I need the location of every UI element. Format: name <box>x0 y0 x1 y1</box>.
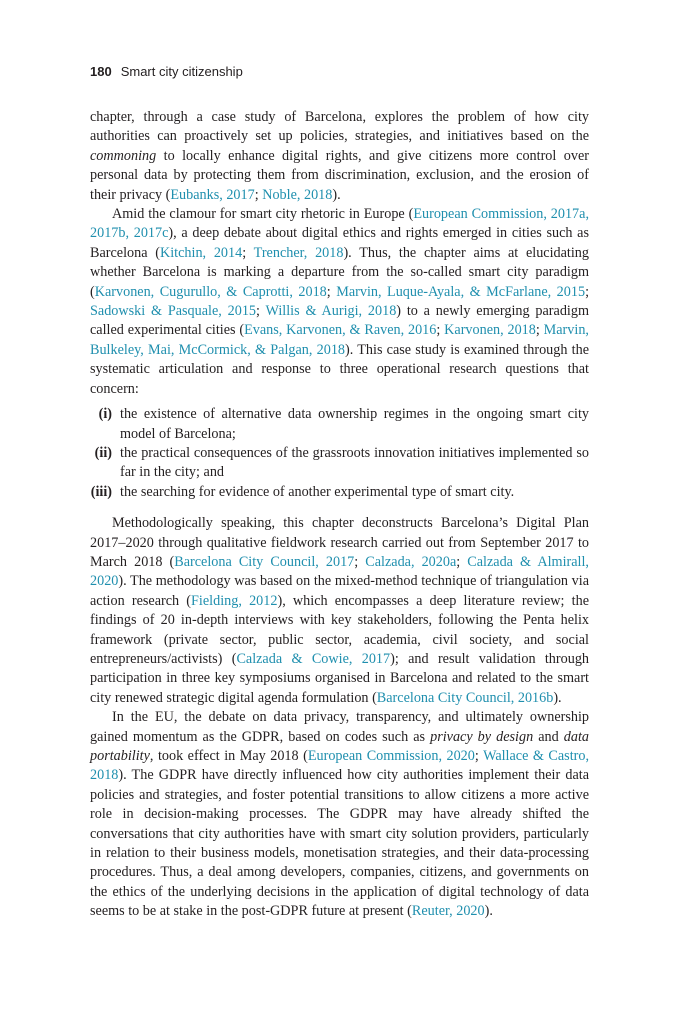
citation-link[interactable]: Fielding, 2012 <box>191 592 278 609</box>
text: ; <box>242 244 254 261</box>
text: and <box>533 728 564 745</box>
citation-link[interactable]: European Commission, 2017a, 2017b, 2017c <box>90 206 589 242</box>
citation-link[interactable]: Barcelona City Council, 2017 <box>174 553 355 570</box>
text: ; <box>436 322 445 339</box>
emphasis: data portability <box>90 728 589 764</box>
text: , took effect in May 2018 ( <box>149 748 308 764</box>
citation-link[interactable]: Noble, 2018 <box>262 186 333 203</box>
paragraph-3 <box>90 514 589 708</box>
text: ). The methodology was based on the mixed-method technique of triangulation via action research ( <box>90 573 589 609</box>
citation-link[interactable]: Calzada & Cowie, 2017 <box>236 650 391 667</box>
list-text: the searching for evidence of another experimental type of smart city. <box>120 483 515 500</box>
citation-link[interactable]: European Commission, 2020 <box>307 748 475 764</box>
paragraph-4 <box>90 708 589 921</box>
list-number: (i) <box>98 406 112 423</box>
text: ). Thus, the chapter aims at elucidating whether Barcelona is marking a departure from the so-called smart city paradigm ( <box>90 244 589 300</box>
text: Methodologically speaking, this chapter deconstructs Barcelona’s Digital Plan 2017–2020 through qualitative fieldwork research carried out from September 2017 to March 2018 ( <box>90 515 589 570</box>
running-title: Smart city citizenship <box>120 64 243 79</box>
text: ; <box>254 186 263 203</box>
paragraph-2 <box>90 205 589 399</box>
body-text <box>90 108 589 922</box>
text: chapter, through a case study of Barcelona, explores the problem of how city authorities can proactively set up policies, strategies, and initiatives based on the <box>90 109 589 145</box>
text: ; <box>256 303 266 320</box>
text: ). <box>484 903 493 920</box>
citation-link[interactable]: Calzada, 2020a <box>365 553 457 570</box>
text: Amid the clamour for smart city rhetoric in Europe ( <box>112 206 414 223</box>
text: ). <box>332 186 341 203</box>
paragraph-1 <box>90 108 589 205</box>
citation-link[interactable]: Marvin, Luque-Ayala, & McFarlane, 2015 <box>336 283 586 300</box>
text: ). This case study is examined through the systematic articulation and response to three operational research questions that concern: <box>90 341 589 397</box>
text: ). The GDPR have directly influenced how city authorities implement their data policies and strategies, and foster potential transitions to allow citizens a more active role in decision-making processes. The GDPR may have already shifted the conversations that city authorities have with smart city solution providers, particularly in relation to their business models, monetisation strategies, and their data-processing procedures. Thus, a deal among developers, companies, citizens, and governments on the ethics of the underlying decisions in the application of digital technology of data seems to be at stake in the post-GDPR future at present ( <box>90 767 589 920</box>
page-number: 180 <box>90 64 112 79</box>
citation-link[interactable]: Trencher, 2018 <box>253 244 344 261</box>
citation-link[interactable]: Barcelona City Council, 2016b <box>376 689 554 706</box>
text: ; <box>354 553 366 570</box>
citation-link[interactable]: Karvonen, Cugurullo, & Caprotti, 2018 <box>94 283 327 300</box>
research-questions-list <box>90 405 589 502</box>
emphasis: commoning <box>90 147 157 164</box>
citation-link[interactable]: Eubanks, 2017 <box>170 186 255 203</box>
citation-link[interactable]: Sadowski & Pasquale, 2015 <box>90 303 257 320</box>
citation-link[interactable]: Wallace & Castro, 2018 <box>90 748 590 784</box>
citation-link[interactable]: Kitchin, 2014 <box>159 244 243 261</box>
text: ; <box>326 283 337 300</box>
list-item <box>90 483 589 502</box>
text: ; <box>456 553 468 570</box>
text: ) to a newly emerging paradigm called experimental cities ( <box>90 303 589 339</box>
citation-link[interactable]: Evans, Karvonen, & Raven, 2016 <box>244 322 437 339</box>
text: ; <box>535 322 544 339</box>
text: ), which encompasses a deep literature review; the findings of 20 in-depth interviews with key stakeholders, following the Penta helix framework (private sector, public sector, academia, civil society, and social entrepreneurs/activists) ( <box>90 592 590 667</box>
running-head <box>90 64 243 79</box>
emphasis: privacy by design <box>430 728 534 745</box>
citation-link[interactable]: Calzada & Almirall, 2020 <box>90 553 589 590</box>
text: to locally enhance digital rights, and give citizens more control over personal data by protecting them from discrimination, exclusion, and the erosion of their privacy ( <box>90 147 589 203</box>
text: ); and result validation through participation in three key symposiums organised in Barcelona and related to the smart city renewed strategic digital agenda formulation ( <box>90 650 590 706</box>
list-item <box>90 405 589 444</box>
list-text: the existence of alternative data ownership regimes in the ongoing smart city model of Barcelona; <box>120 406 589 442</box>
list-text: the practical consequences of the grassroots innovation initiatives implemented so far in the city; and <box>120 444 589 481</box>
list-number: (iii) <box>90 483 112 500</box>
text: ), a deep debate about digital ethics and rights emerged in cities such as Barcelona ( <box>90 225 589 261</box>
text: ). <box>553 689 562 706</box>
text: In the EU, the debate on data privacy, transparency, and ultimately ownership gained momentum as the GDPR, based on codes such as <box>90 709 589 745</box>
text: ; <box>585 283 590 300</box>
citation-link[interactable]: Marvin, Bulkeley, Mai, McCormick, & Palgan, 2018 <box>90 322 589 358</box>
citation-link[interactable]: Reuter, 2020 <box>411 903 485 920</box>
list-item <box>90 444 589 483</box>
citation-link[interactable]: Karvonen, 2018 <box>444 322 536 339</box>
text: ; <box>474 748 484 764</box>
list-number: (ii) <box>94 444 112 461</box>
citation-link[interactable]: Willis & Aurigi, 2018 <box>265 303 397 320</box>
